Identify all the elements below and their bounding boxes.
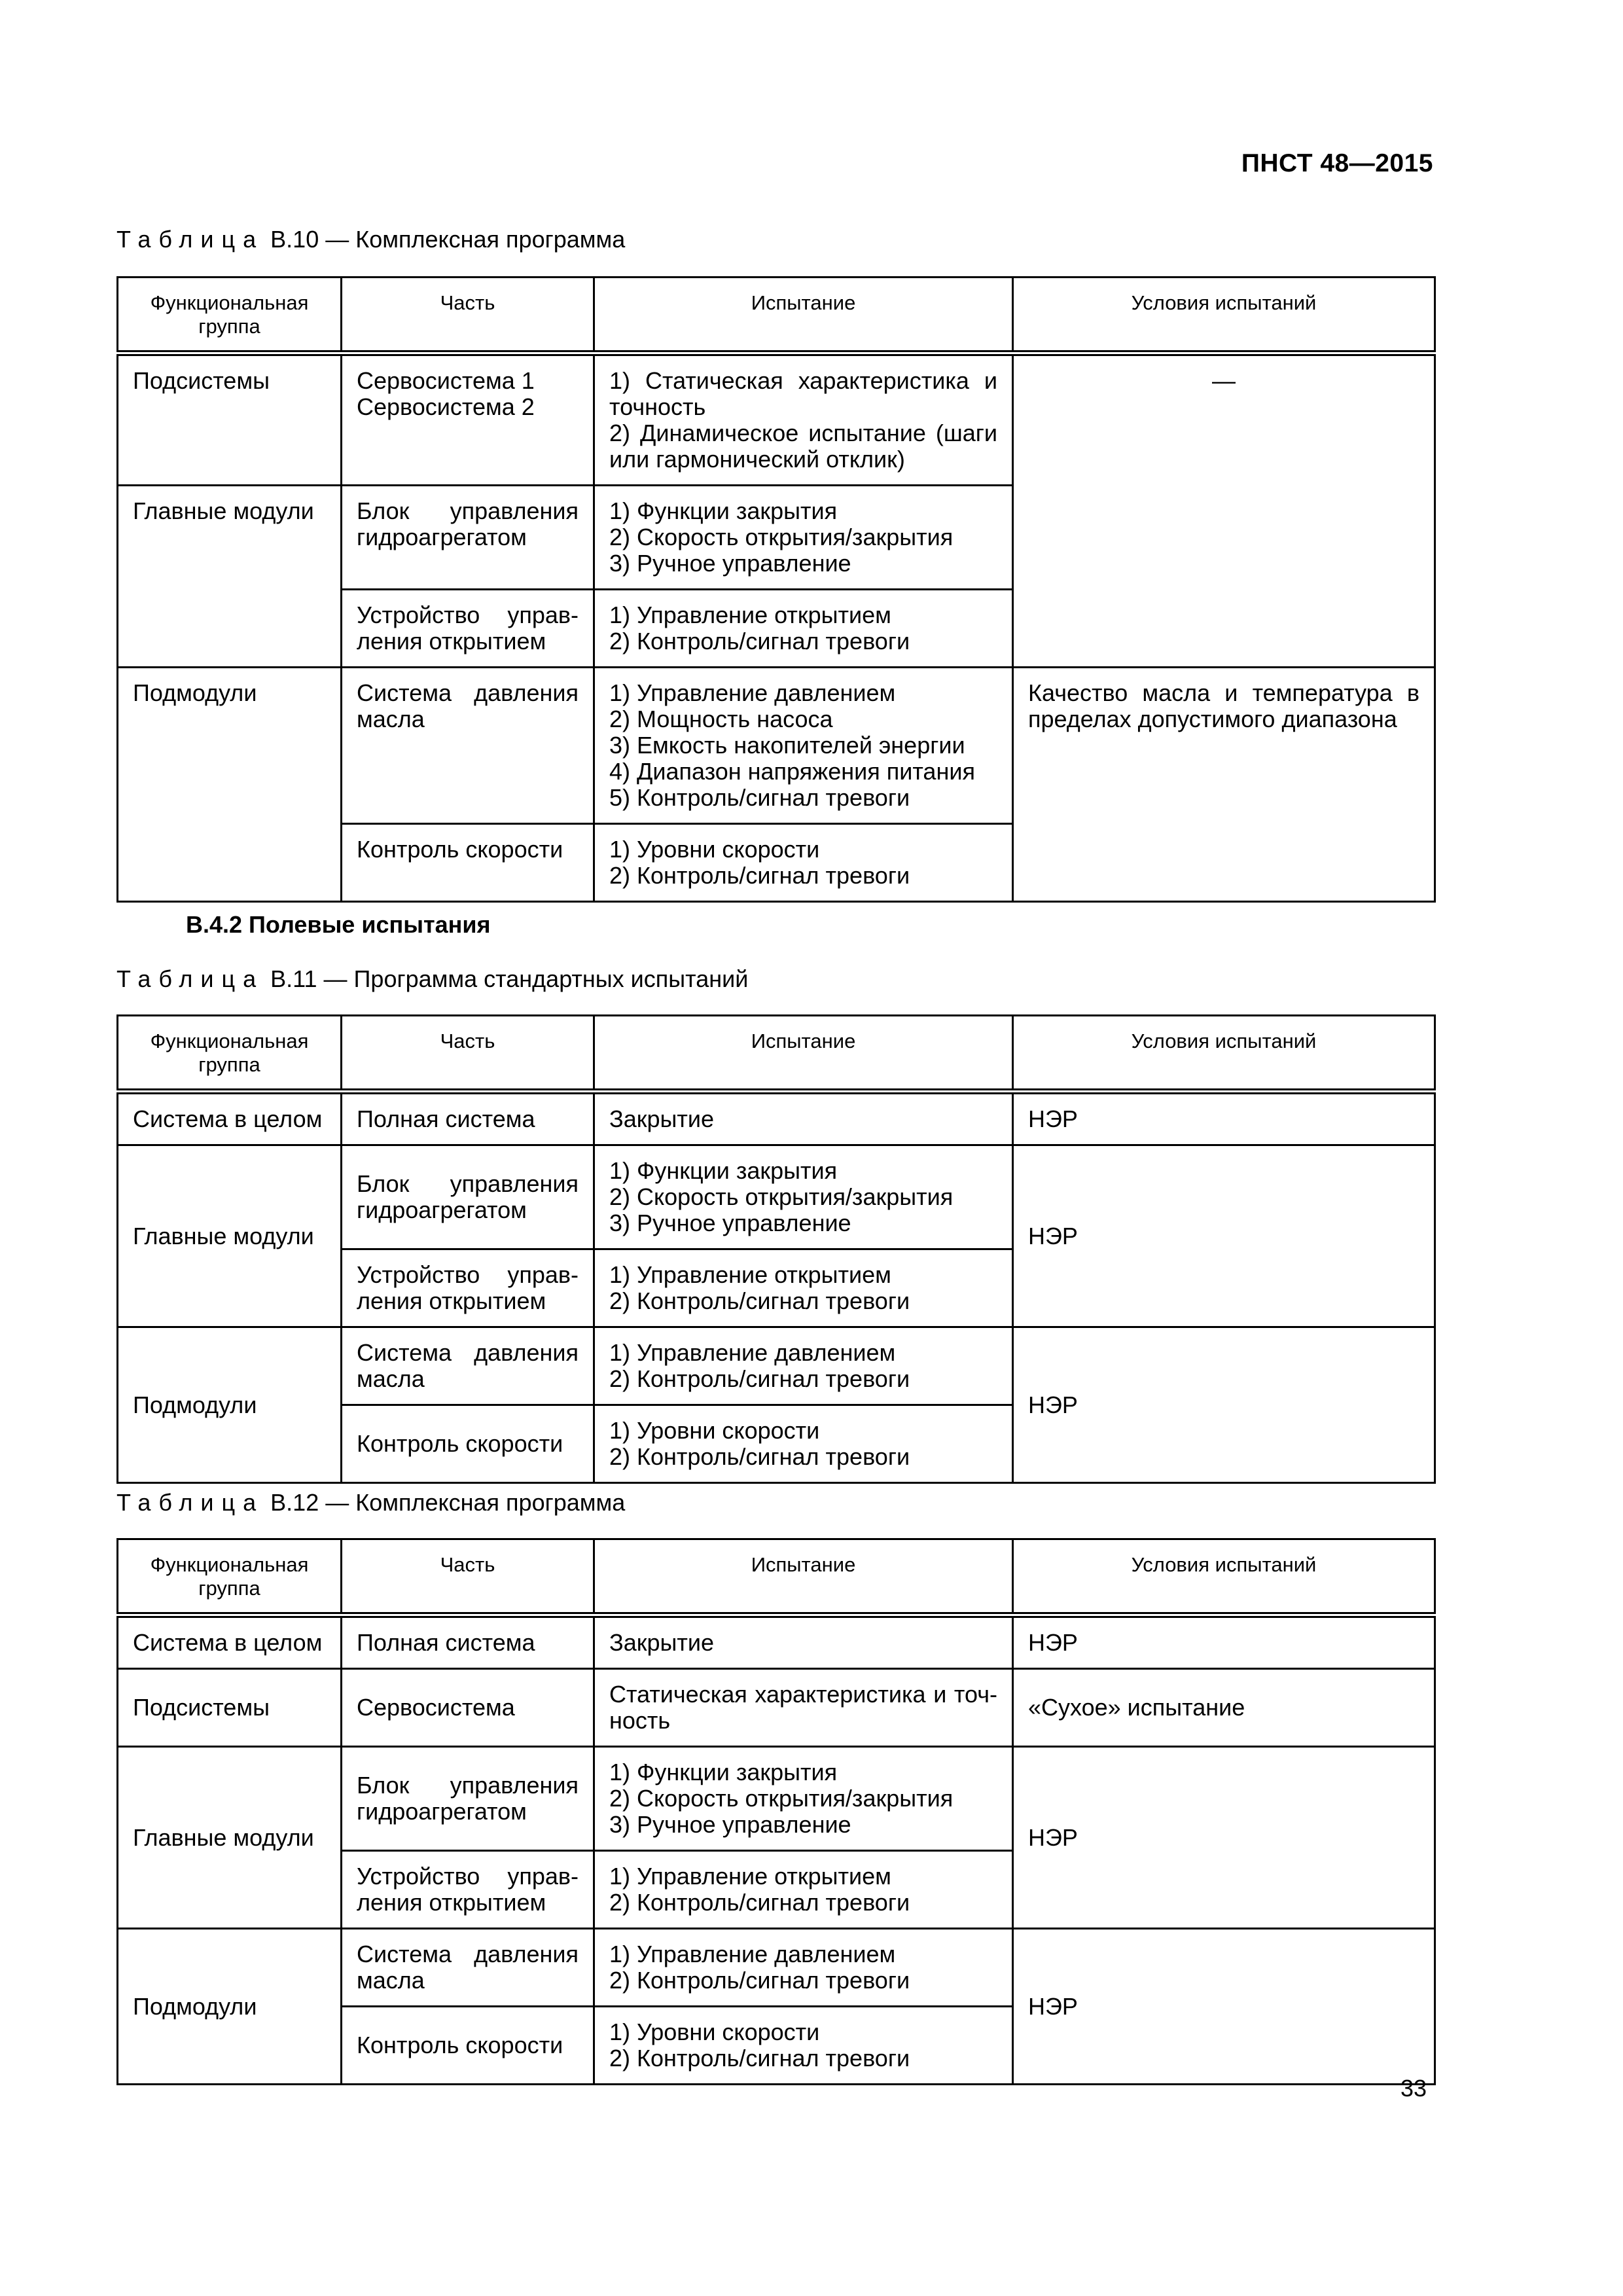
table-b10-caption [116, 226, 625, 253]
group-cell: Главные модули [118, 1747, 342, 1929]
test-cell: 1) Управление открытием 2) Контроль/сигнал тревоги [594, 1249, 1013, 1327]
part-cell: Система давления масла [342, 1327, 594, 1405]
col-header-conditions: Условия испытаний [1013, 1016, 1435, 1092]
table-b11 [116, 1014, 1436, 1484]
table-row [118, 1669, 1435, 1747]
part-cell: Устройство управ- ления открытием [342, 1249, 594, 1327]
conditions-cell: — [1013, 353, 1435, 668]
part-cell: Сервосистема 1 Сервосистема 2 [342, 353, 594, 486]
test-cell: 1) Управление давлением 2) Мощность насоса 3) Емкость накопителей энергии 4) Диапазон напряжения питания 5) Контроль/сигнал тревоги [594, 668, 1013, 824]
page-number: 33 [1400, 2075, 1427, 2102]
table-label: Таблица [116, 965, 264, 992]
test-cell: 1) Уровни скорости 2) Контроль/сигнал тревоги [594, 1405, 1013, 1483]
test-cell: 1) Управление давлением 2) Контроль/сигнал тревоги [594, 1929, 1013, 2007]
part-cell: Контроль скорости [342, 1405, 594, 1483]
conditions-cell: НЭР [1013, 1145, 1435, 1327]
part-cell: Устройство управ- ления открытием [342, 590, 594, 668]
part-cell: Сервосистема [342, 1669, 594, 1747]
part-cell: Блок управления гидроагрегатом [342, 1747, 594, 1851]
test-cell: Статическая характеристика и точ- ность [594, 1669, 1013, 1747]
table-row [118, 1929, 1435, 2007]
table-row [118, 1327, 1435, 1405]
conditions-cell: НЭР [1013, 1327, 1435, 1483]
part-cell: Устройство управ- ления открытием [342, 1851, 594, 1929]
group-cell: Подмодули [118, 1327, 342, 1483]
table-row [118, 1747, 1435, 1851]
section-heading: В.4.2 Полевые испытания [186, 911, 491, 938]
test-cell: 1) Управление давлением 2) Контроль/сигнал тревоги [594, 1327, 1013, 1405]
conditions-cell: НЭР [1013, 1615, 1435, 1669]
col-header-group: Функциональная группа [118, 1539, 342, 1615]
document-code: ПНСТ 48—2015 [1241, 149, 1433, 177]
group-cell: Подсистемы [118, 1669, 342, 1747]
table-title: В.10 — Комплексная программа [270, 226, 626, 253]
part-cell: Блок управления гидроагрегатом [342, 486, 594, 590]
part-cell: Блок управления гидроагрегатом [342, 1145, 594, 1249]
table-title: В.12 — Комплексная программа [270, 1489, 626, 1516]
table-b12-caption [116, 1490, 625, 1516]
group-cell: Система в целом [118, 1092, 342, 1145]
part-cell: Полная система [342, 1615, 594, 1669]
group-cell: Главные модули [118, 1145, 342, 1327]
group-cell: Главные модули [118, 486, 342, 668]
table-label: Таблица [116, 1489, 264, 1516]
test-cell: 1) Функции закрытия 2) Скорость открытия/закрытия 3) Ручное управление [594, 1145, 1013, 1249]
group-cell: Подмодули [118, 668, 342, 902]
table-header-row [118, 1016, 1435, 1092]
conditions-cell: НЭР [1013, 1747, 1435, 1929]
col-header-test: Испытание [594, 278, 1013, 353]
table-header-row [118, 278, 1435, 353]
col-header-part: Часть [342, 1016, 594, 1092]
col-header-group: Функциональная группа [118, 278, 342, 353]
group-cell: Подмодули [118, 1929, 342, 2085]
test-cell: 1) Функции закрытия 2) Скорость открытия/закрытия 3) Ручное управление [594, 486, 1013, 590]
table-row [118, 353, 1435, 486]
col-header-part: Часть [342, 1539, 594, 1615]
test-cell: Закрытие [594, 1615, 1013, 1669]
test-cell: 1) Уровни скорости 2) Контроль/сигнал тревоги [594, 824, 1013, 902]
table-label: Таблица [116, 226, 264, 253]
col-header-conditions: Условия испытаний [1013, 278, 1435, 353]
table-header-row [118, 1539, 1435, 1615]
table-b11-caption [116, 966, 748, 992]
group-cell: Система в целом [118, 1615, 342, 1669]
part-cell: Контроль скорости [342, 2007, 594, 2085]
table-row [118, 1145, 1435, 1249]
conditions-cell: НЭР [1013, 1092, 1435, 1145]
table-b12 [116, 1538, 1436, 2085]
col-header-test: Испытание [594, 1016, 1013, 1092]
part-cell: Система давления масла [342, 1929, 594, 2007]
part-cell: Система давления масла [342, 668, 594, 824]
part-cell: Контроль скорости [342, 824, 594, 902]
col-header-group: Функциональная группа [118, 1016, 342, 1092]
table-b10 [116, 276, 1436, 903]
col-header-test: Испытание [594, 1539, 1013, 1615]
col-header-part: Часть [342, 278, 594, 353]
group-cell: Подсистемы [118, 353, 342, 486]
test-cell: Закрытие [594, 1092, 1013, 1145]
test-cell: 1) Управление открытием 2) Контроль/сигнал тревоги [594, 1851, 1013, 1929]
table-row [118, 668, 1435, 824]
conditions-cell: НЭР [1013, 1929, 1435, 2085]
test-cell: 1) Управление открытием 2) Контроль/сигнал тревоги [594, 590, 1013, 668]
conditions-cell: «Сухое» испытание [1013, 1669, 1435, 1747]
table-title: В.11 — Программа стандартных испытаний [270, 965, 749, 992]
test-cell: 1) Функции закрытия 2) Скорость открытия/закрытия 3) Ручное управление [594, 1747, 1013, 1851]
conditions-cell: Качество масла и температура в пределах допустимого диапазона [1013, 668, 1435, 902]
table-row [118, 1615, 1435, 1669]
table-row [118, 1092, 1435, 1145]
col-header-conditions: Условия испытаний [1013, 1539, 1435, 1615]
test-cell: 1) Уровни скорости 2) Контроль/сигнал тревоги [594, 2007, 1013, 2085]
test-cell: 1) Статическая характеристика и точность 2) Динамическое испытание (шаги или гармонический отклик) [594, 353, 1013, 486]
part-cell: Полная система [342, 1092, 594, 1145]
